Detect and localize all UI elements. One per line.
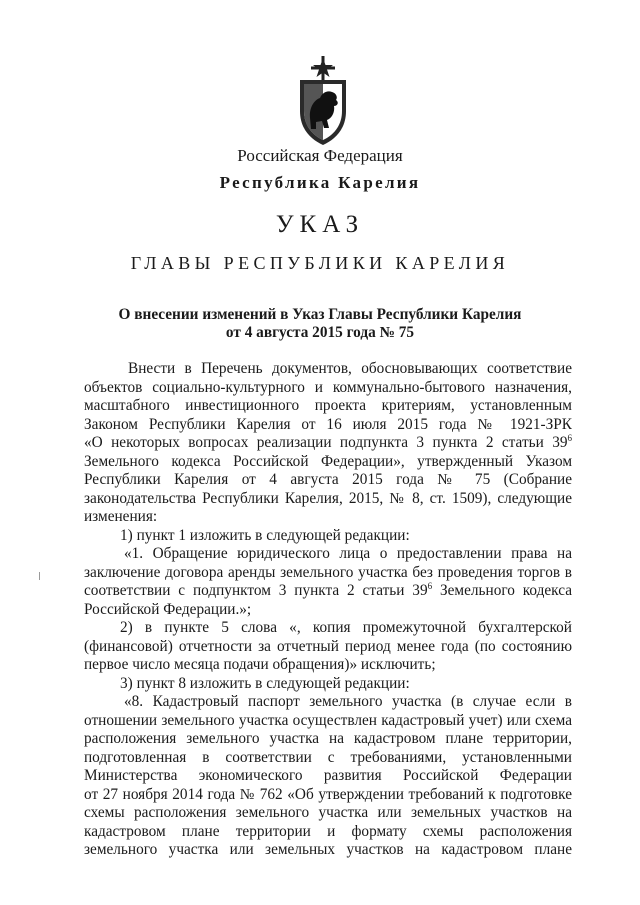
text-line: изменения: [84,508,158,525]
country-name: Российская Федерация [237,146,403,165]
text-line: Законом Республики Карелия от 16 июля 2015 года № 1921-ЗРК [84,415,572,433]
superscript: 6 [567,434,572,443]
text-line: от 27 ноября 2014 года № 762 «Об утверждении требований к подготовке [84,785,572,803]
text-line: отношении земельного участка осуществлен кадастровый учет) или схема [84,711,572,729]
text-line: 3) пункт 8 изложить в следующей редакции: [120,674,410,692]
text-line: схемы расположения земельного участка или земельных участков на [84,804,572,821]
text-fragment: соответствии с подпунктом 3 пункта 2 статьи 39 [84,582,428,599]
text-line: подготовленная в соответствии с требованиями, установленными [84,748,572,766]
text-line: масштабного инвестиционного проекта критериям, установленным [84,397,572,414]
document-subject [0,306,640,342]
text-line: кадастровом плане территории и формату схемы расположения [84,822,572,840]
margin-mark [39,572,40,580]
text-line: Республики Карелия от 4 августа 2015 года № 75 (Собрание [84,471,572,488]
text-line: 2) в пункте 5 слова «, копия промежуточной бухгалтерской [120,619,572,636]
text-line [84,434,572,453]
text-line: «1. Обращение юридического лица о предоставлении права на [124,545,572,562]
text-line: (финансовой) отчетности за отчетный период менее года (по состоянию [84,637,572,655]
text-line: Земельного кодекса Российской Федерации», утвержденный Указом [84,452,572,470]
star-icon [311,56,335,80]
text-fragment: «О некоторых вопросах реализации подпункта 3 пункта 2 статьи 39 [84,434,568,451]
text-line: расположения земельного участка на кадастровом плане территории, [84,730,572,747]
text-line: объектов социально-культурного и коммунально-бытового назначения, [84,378,572,396]
text-line: заключение договора аренды земельного участка без проведения торгов в [84,563,572,581]
text-line: 1) пункт 1 изложить в следующей редакции: [120,526,410,544]
text-line: Внести в Перечень документов, обосновывающих соответствие [128,360,572,377]
superscript: 6 [427,582,433,591]
text-line: законодательства Республики Карелия, 2015, № 8, ст. 1509), следующие [84,489,572,507]
text-line: земельного участка или земельных участков на кадастровом плане [84,841,572,858]
republic-name: Республика Карелия [219,173,421,192]
text-line [84,582,572,601]
text-line: Министерства экономического развития Российской Федерации [84,767,572,784]
subject-line: от 4 августа 2015 года № 75 [225,324,415,341]
document-type-title: УКАЗ [275,211,365,238]
coat-of-arms-emblem [294,56,352,146]
text-line: Российской Федерации.»; [84,600,252,618]
text-fragment: Земельного кодекса [432,582,572,599]
document-body [84,360,572,860]
subject-line: О внесении изменений в Указ Главы Республики Карелия [118,306,522,323]
text-line: первое число месяца подачи обращения)» исключить; [84,656,436,673]
text-line: «8. Кадастровый паспорт земельного участка (в случае если в [124,693,572,710]
issuer-title: ГЛАВЫ РЕСПУБЛИКИ КАРЕЛИЯ [130,253,510,273]
